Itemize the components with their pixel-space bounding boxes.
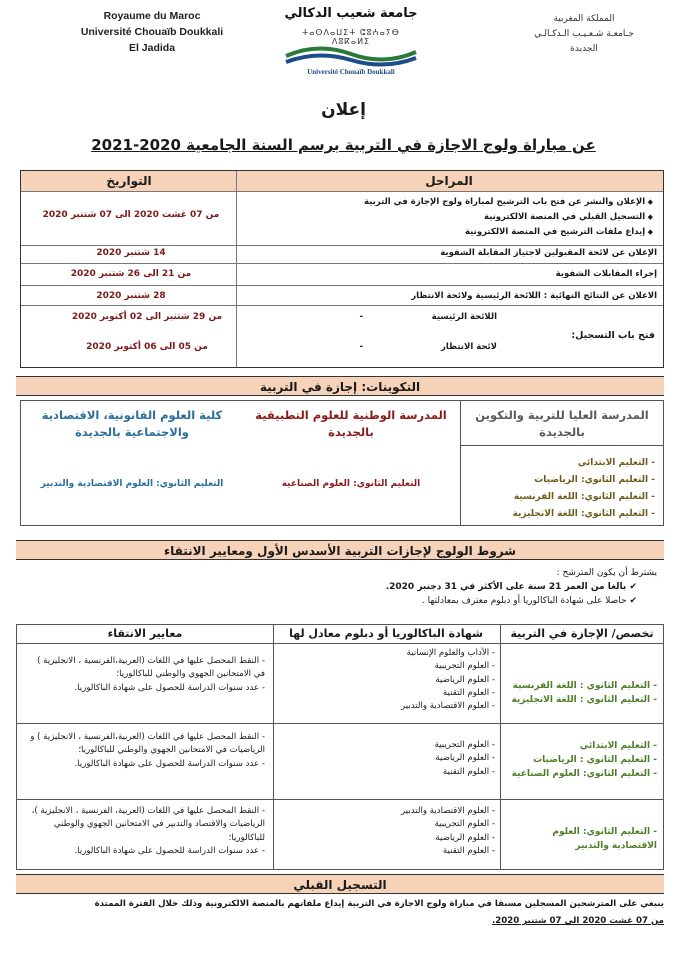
header-ar-line: المملكة المغربية	[553, 14, 615, 24]
conditions-bar: شروط الولوج لإجازات التربية الأسدس الأول ومعايير الانتقاء	[16, 540, 664, 560]
formation-list	[467, 455, 655, 523]
registration-main-date: من 29 شتنبر الى 02 أكتوبر 2020	[71, 312, 223, 322]
table-row-divider	[17, 799, 663, 800]
university-logo	[276, 6, 426, 80]
criteria-bac-cell: - العلوم التجريبية - العلوم الرياضية - العلوم التقنية	[434, 740, 495, 777]
criteria-crit-cell: - النقط المحصل عليها في اللغات (العربية، الفرنسية ، الانجليزية )، الرياضيات والاقتصاد والتدبير في الامتحانين الجهوي والوطني للباكالوريا؛ - عدد سنوات الدراسة للحصول على شهادة الباكالوريا.	[31, 806, 265, 856]
conditions-block	[257, 566, 657, 608]
schedule-date: من 21 الى 26 شتنبر 2020	[70, 269, 192, 279]
criteria-crit-cell: - النقط المحصل عليها في اللغات (العربية،الفرنسية ، الانجليزية ) في الامتحانين الجهوي والوطني للباكالوريا؛ - عدد سنوات الدراسة للحصول على شهادة الباكالوريا.	[37, 656, 265, 693]
schedule-table	[20, 170, 664, 368]
criteria-header-spec: تخصص/ الإجازة في التربية	[510, 627, 654, 640]
logo-arabic-text: جامعة شعيب الدكالي	[284, 6, 418, 21]
formation-item: التعليم الثانوي: العلوم الاقتصادية والتدبير	[40, 479, 224, 489]
formations-bar: التكوينات: إجازة في التربية	[16, 376, 664, 396]
list-item: - التعليم الابتدائي	[577, 458, 655, 468]
prereg-line: ينبغي على المترشحين المسجلين مسبقا في مباراة ولوج الاجازة في التربية إيداع ملفاتهم بالمنصة الالكترونية وذلك خلال الفترة الممتدة	[94, 899, 664, 909]
column-divider	[273, 625, 274, 869]
criteria-header-bac: شهادة الباكالوريا أو دبلوم معادل لها	[289, 627, 483, 640]
formation-column-fsjes	[21, 401, 243, 525]
criteria-spec-cell: - التعليم الابتدائي - التعليم الثانوي : الرياضيات - التعليم الثانوي: العلوم الصناعية	[511, 741, 657, 779]
condition-item: ✔ بالغا من العمر 21 سنة على الأكثر في 31 دجنبر 2020.	[385, 582, 637, 592]
list-item: - التعليم الثانوي: الرياضيات	[534, 475, 655, 485]
criteria-header-crit: معايير الانتقاء	[107, 627, 183, 640]
schedule-date: 28 شتنبر 2020	[96, 291, 166, 301]
conditions-intro: يشترط أن يكون المترشح :	[556, 568, 657, 578]
registration-wait-date: من 05 الى 06 أكتوبر 2020	[86, 342, 208, 352]
schedule-header-dates: التواريخ	[21, 171, 237, 191]
institution-title: كلية العلوم القانونية، الاقتصادية والاجتماعية بالجديدة	[41, 408, 223, 439]
schedule-date: من 07 غشت 2020 الى 07 شتنبر 2020	[42, 210, 220, 220]
schedule-row	[21, 245, 663, 261]
criteria-bac-cell: - الآداب والعلوم الإنسانية - العلوم التجريبية - العلوم الرياضية - العلوم التقنية - العلوم الاقتصادية والتدبير	[401, 648, 495, 712]
formation-item: التعليم الثانوي: العلوم الصناعية	[281, 479, 421, 489]
schedule-stage: الإعلان عن لائحة المقبولين لاجتياز المقابلة الشفوية	[440, 248, 657, 258]
header-fr-line: Université Chouaïb Doukkali	[80, 26, 224, 38]
table-row-divider	[17, 723, 663, 724]
list-item: ◆ إيداع ملفات الترشيح في المنصة الالكترونية	[364, 225, 653, 240]
schedule-header-stages: المراحل	[235, 171, 663, 191]
header-arabic	[519, 12, 649, 57]
list-item: ◆ الإعلان والنشر عن فتح باب الترشيح لمباراة ولوج الإجازة في التربية	[364, 195, 653, 210]
header-ar-line: الجديدة	[570, 44, 598, 54]
criteria-bac-cell: - العلوم الاقتصادية والتدبير - العلوم التجريبية - العلوم الرياضية - العلوم التقنية	[401, 806, 495, 856]
prereg-bar: التسجيل القبلي	[16, 874, 664, 894]
criteria-table	[16, 624, 664, 870]
column-separator	[461, 445, 663, 446]
header-ar-line: جـامعـة شـعـيـب الـدكـالـي	[534, 29, 634, 39]
table-row-divider	[17, 643, 663, 644]
schedule-stage: إجراء المقابلات الشفوية	[555, 269, 657, 279]
list-item: - التعليم الثانوي: اللغة الفرنسية	[513, 492, 655, 502]
header-fr-line: El Jadida	[128, 42, 176, 54]
column-divider	[500, 625, 501, 869]
formation-column-esef	[461, 401, 663, 525]
list-item: - التعليم الثانوي: اللغة الانجليزية	[512, 509, 655, 519]
registration-label: فتح باب التسجيل:	[571, 330, 655, 341]
page-title: إعلان	[321, 100, 366, 120]
institution-title: المدرسة الوطنية للعلوم التطبيقية بالجديدة	[255, 408, 447, 439]
page-subtitle: عن مباراة ولوج الاجازة في التربية برسم السنة الجامعية 2020-2021	[91, 136, 596, 154]
institution-title: المدرسة العليا للتربية والتكوين بالجديدة	[475, 408, 649, 439]
logo-amazigh-text: ⵜⴰⵙⴷⴰⵡⵉⵜ ⵛⵓⵄⴰⵢⴱ ⴷⵓⴽⴰⵍⵉ	[302, 28, 400, 46]
schedule-row	[21, 191, 663, 241]
header-fr-line: Royaume du Maroc	[103, 10, 201, 22]
prereg-text	[16, 896, 664, 930]
prereg-line: من 07 غشت 2020 الى 07 شتنبر 2020.	[492, 916, 664, 926]
formations-table	[20, 400, 664, 526]
schedule-stage: الاعلان عن النتائج النهائية : اللائحة الرئيسية ولائحة الانتظار	[411, 291, 657, 301]
logo-wave-icon	[284, 42, 418, 68]
criteria-spec-cell: - التعليم الثانوي: العلوم الاقتصادية والتدبير	[552, 827, 657, 851]
list-item: ◆ التسجيل القبلي في المنصة الالكترونية	[364, 210, 653, 225]
criteria-spec-cell: - التعليم الثانوي : اللغة الفرنسية - التعليم الثانوي : اللغة الانجليزية	[511, 681, 657, 705]
schedule-date: 14 شتنبر 2020	[96, 248, 166, 258]
registration-wait-label: لائحة الانتظار	[440, 342, 497, 352]
criteria-crit-cell: - النقط المحصل عليها في اللغات (العربية،الفرنسية ، الانجليزية ) و الرياضيات في الامتحانين الجهوي والوطني للباكالوريا؛ - عدد سنوات الدراسة للحصول على شهادة الباكالوريا.	[30, 732, 265, 769]
schedule-row-registration	[21, 305, 663, 367]
registration-dash: -	[359, 312, 363, 322]
schedule-block1-list	[364, 195, 653, 240]
schedule-row	[21, 263, 663, 283]
schedule-row	[21, 285, 663, 305]
header-french	[62, 8, 242, 56]
registration-main-label: اللائحة الرئيسية	[431, 312, 497, 322]
formation-column-ensa	[241, 401, 461, 525]
registration-dash: -	[359, 342, 363, 352]
logo-french-text: Université Chouaïb Doukkali	[307, 68, 395, 76]
condition-item: ✔ حاصلا على شهادة الباكالوريا أو دبلوم معترف بمعادلتها .	[421, 596, 637, 606]
